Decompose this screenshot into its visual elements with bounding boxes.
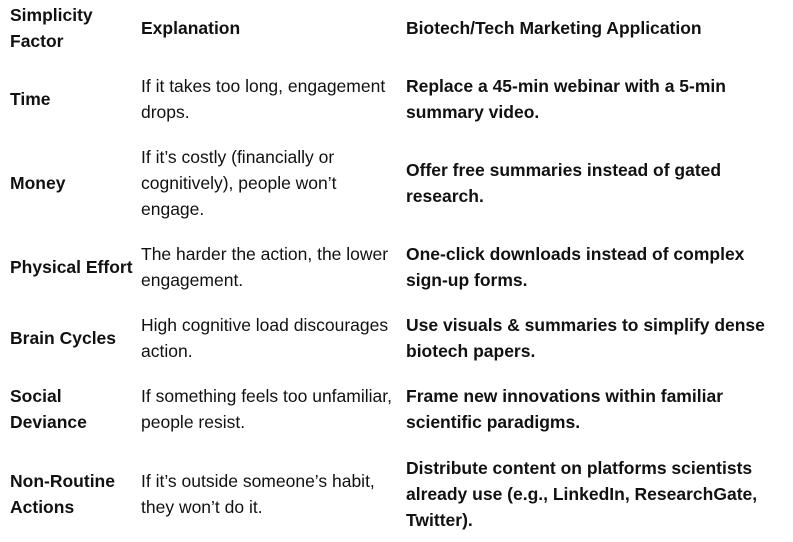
table-row [0, 455, 793, 533]
factor-cell: Brain Cycles [10, 328, 117, 348]
explanation-cell: If it’s outside someone’s habit, they won’t do it. [141, 471, 375, 517]
table-row [0, 312, 793, 364]
table-header-row [0, 2, 793, 54]
application-cell: Replace a 45-min webinar with a 5-min summary video. [406, 76, 726, 122]
table-row [0, 144, 793, 222]
explanation-cell: High cognitive load discourages action. [141, 315, 389, 361]
header-simplicity-factor: Simplicity Factor [10, 5, 93, 51]
table-row [0, 383, 793, 435]
header-application: Biotech/Tech Marketing Application [406, 18, 702, 38]
application-cell: Use visuals & summaries to simplify dense biotech papers. [406, 315, 765, 361]
factor-cell: Money [10, 173, 66, 193]
explanation-cell: If it takes too long, engagement drops. [141, 76, 386, 122]
factor-cell: Time [10, 89, 51, 109]
application-cell: Distribute content on platforms scientists already use (e.g., LinkedIn, ResearchGate, Twitter). [406, 458, 758, 530]
header-explanation: Explanation [141, 18, 241, 38]
explanation-cell: If something feels too unfamiliar, people resist. [141, 386, 392, 432]
factor-cell: Non-Routine Actions [10, 471, 115, 517]
application-cell: Offer free summaries instead of gated research. [406, 160, 722, 206]
table-row [0, 241, 793, 293]
application-cell: Frame new innovations within familiar scientific paradigms. [406, 386, 723, 432]
application-cell: One-click downloads instead of complex sign-up forms. [406, 244, 745, 290]
explanation-cell: If it’s costly (financially or cognitively), people won’t engage. [141, 147, 337, 219]
factor-cell: Physical Effort [10, 257, 133, 277]
table-row [0, 73, 793, 125]
factor-cell: Social Deviance [10, 386, 87, 432]
explanation-cell: The harder the action, the lower engagement. [141, 244, 389, 290]
